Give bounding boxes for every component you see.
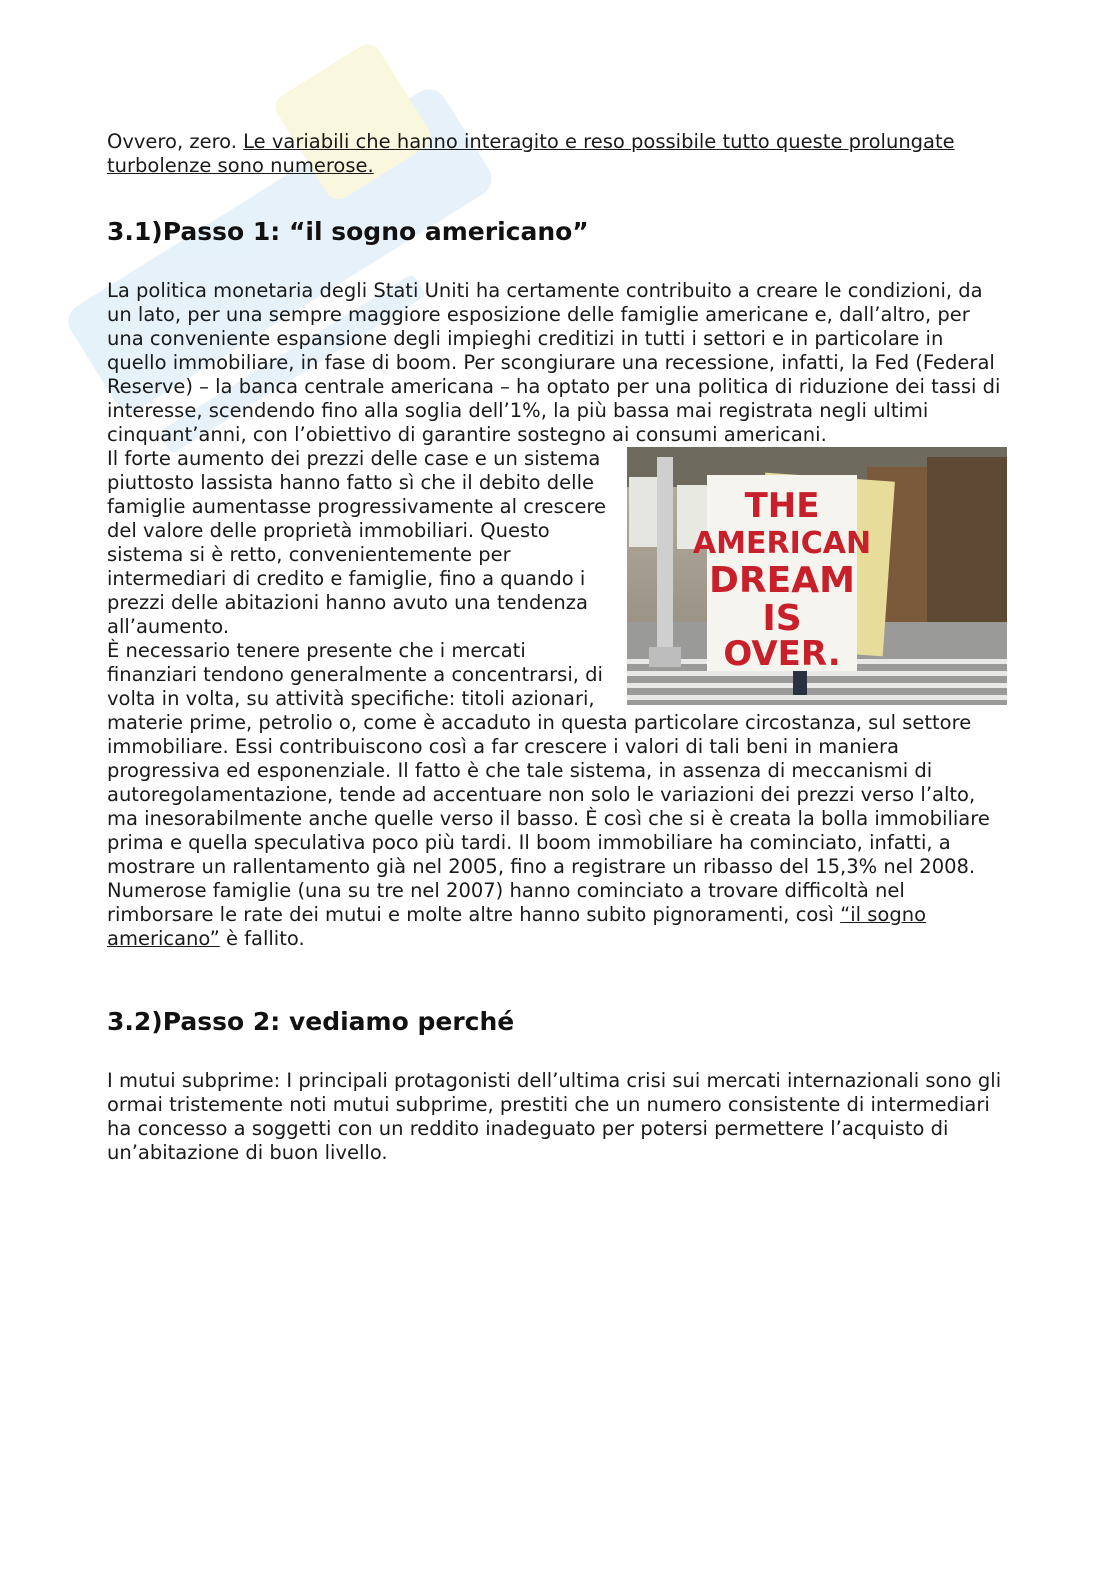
section-1-paragraph-2: Il forte aumento dei prezzi delle case e un sistema piuttosto lassista hanno fatto sì che il debito delle famiglie aumentasse progressivamente al crescere del valore delle proprietà immobiliari. Questo sistema si è retto, convenientemente per intermediari di credito e famiglie, fino a quando i prezzi delle abitazioni hanno avuto una tendenza all’aumento.: [107, 447, 607, 638]
american-dream-photo: [627, 447, 1007, 705]
sign-line-4: IS: [762, 598, 802, 639]
sign-line-2: AMERICAN: [692, 526, 872, 561]
intro-underlined-text: Le variabili che hanno interagito e reso possibile tutto queste prolungate turbolenze sono numerose.: [107, 130, 955, 177]
section-1-paragraph-3-end: è fallito.: [219, 927, 305, 950]
section-2-heading: 3.2)Passo 2: vediamo perché: [107, 1007, 515, 1036]
sogno-americano-underlined: “il sogno americano”: [107, 903, 927, 950]
intro-paragraph: [107, 130, 1007, 178]
sign-line-1: THE: [744, 486, 820, 526]
section-1-heading: 3.1)Passo 1: “il sogno americano”: [107, 217, 589, 246]
intro-lead: Ovvero, zero.: [107, 130, 244, 153]
sign-line-5: OVER.: [723, 634, 841, 674]
sign-line-3: DREAM: [709, 560, 855, 601]
document-page: [107, 130, 1007, 1165]
section-1-paragraph-3-text: È necessario tenere presente che i mercati finanziari tendono generalmente a concentrarsi, di volta in volta, su attività specifiche: titoli azionari, materie prime, petrolio o, come è accaduto in questa particolare circostanza, sul settore immobiliare. Essi contribuiscono così a far crescere i valori di tali beni in maniera progressiva ed esponenziale. Il fatto è che tale sistema, in assenza di meccanismi di autoregolamentazione, tende ad accentuare non solo le variazioni dei prezzi verso l’alto, ma inesorabilmente anche quelle verso il basso. È così che si è creata la bolla immobiliare prima e quella speculativa poco più tardi. Il boom immobiliare ha cominciato, infatti, a mostrare un rallentamento già nel 2005, fino a registrare un ribasso del 15,3% nel 2008. Numerose famiglie (una su tre nel 2007) hanno cominciato a trovare difficoltà nel rimborsare le rate dei mutui e molte altre hanno subito pignoramenti, così: [107, 639, 990, 926]
section-1-paragraph-1: La politica monetaria degli Stati Uniti ha certamente contribuito a creare le condizioni, da un lato, per una sempre maggiore esposizione delle famiglie americane e, dall’altro, per una conveniente espansione degli impieghi creditizi in tutti i settori e in particolare in quello immobiliare, in fase di boom. Per scongiurare una recessione, infatti, la Fed (Federal Reserve) – la banca centrale americana – ha optato per una politica di riduzione dei tassi di interesse, scendendo fino alla soglia dell’1%, la più bassa mai registrata negli ultimi cinquant’anni, con l’obiettivo di garantire sostegno ai consumi americani.: [107, 279, 1001, 446]
section-2-paragraph-1: I mutui subprime: I principali protagonisti dell’ultima crisi sui mercati internazionali sono gli ormai tristemente noti mutui subprime, prestiti che un numero consistente di intermediari ha concesso a soggetti con un reddito inadeguato per potersi permettere l’acquisto di un’abitazione di buon livello.: [107, 1069, 1002, 1164]
